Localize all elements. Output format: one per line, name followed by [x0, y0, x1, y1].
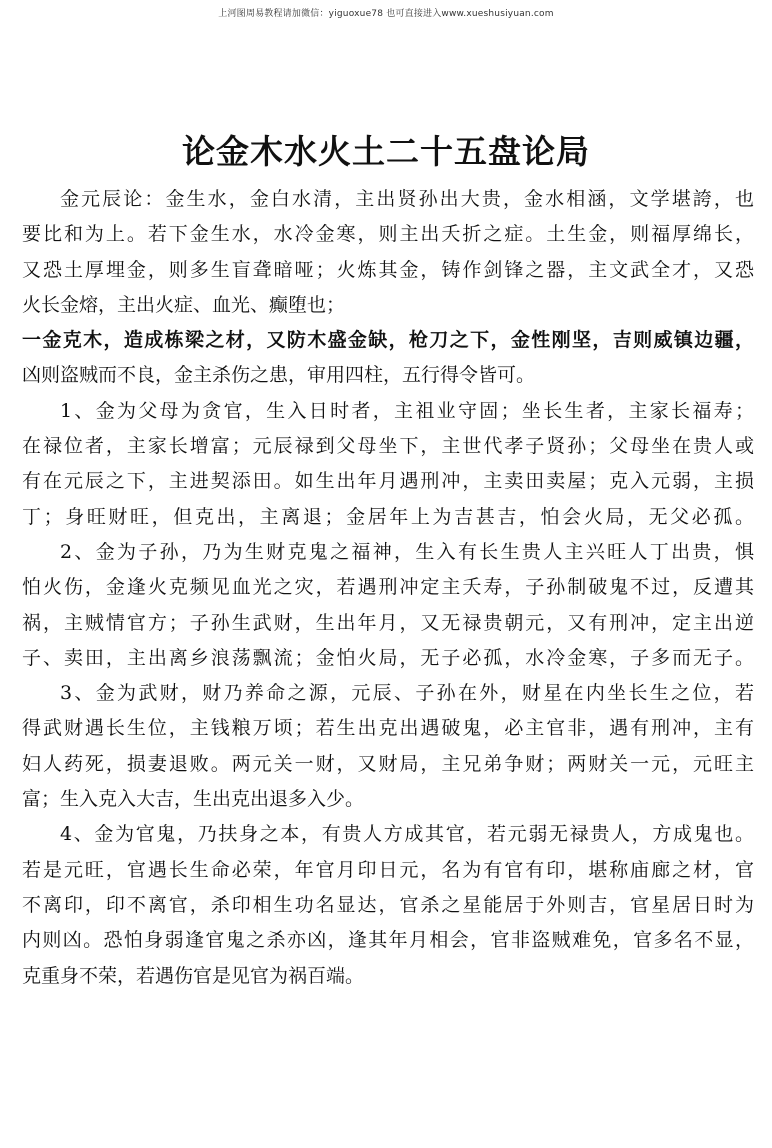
text-line: 在禄位者，主家长增富；元辰禄到父母坐下，主世代孝子贤孙；父母坐在贵人或: [22, 435, 754, 458]
text-line: 得武财遇长生位，主钱粮万顷；若生出克出遇破鬼，必主官非，遇有刑冲，主有: [22, 717, 754, 740]
document-body: [22, 182, 754, 994]
text-line: 怕火伤，金逢火克频见血光之灾，若遇刑冲定主夭寿，子孙制破鬼不过，反遭其: [22, 576, 754, 599]
text-line: 1、金为父母为贪官，生入日时者，主祖业守固；坐长生者，主家长福寿；: [60, 399, 754, 422]
text-line: 2、金为子孙，乃为生财克鬼之福神，生入有长生贵人主兴旺人丁出贵，惧: [60, 540, 754, 563]
text-line: 祸，主贼情官方；子孙生武财，生出年月，又无禄贵朝元，又有刑冲，定主出逆: [22, 611, 754, 634]
text-line: 丁；身旺财旺，但克出，主离退；金居年上为吉甚吉，怕会火局，无父必孤。: [22, 505, 754, 528]
text-line: 妇人药死，损妻退败。两元关一财，又财局，主兄弟争财；两财关一元，元旺主: [22, 752, 754, 775]
text-line: 若是元旺，官遇长生命必荣，年官月印日元，名为有官有印，堪称庙廊之材，官: [22, 858, 754, 881]
text-line: 又恐土厚埋金，则多生盲聋暗哑；火炼其金，铸作剑锋之器，主文武全才，又恐: [22, 258, 754, 281]
text-line: 一金克木，造成栋梁之材，又防木盛金缺，枪刀之下，金性刚坚，吉则威镇边疆，: [22, 329, 754, 352]
text-line: 火长金熔，主出火症、血光、癫堕也；: [22, 293, 346, 316]
text-line: 3、金为武财，财乃养命之源，元辰、子孙在外，财星在内坐长生之位，若: [60, 682, 754, 705]
text-line: 子、卖田，主出离乡浪荡飘流；金怕火局，无子必孤，水冷金寒，子多而无子。: [22, 646, 754, 669]
text-line: 富；生入克入大吉，生出克出退多入少。: [22, 788, 365, 811]
text-line: 克重身不荣，若遇伤官是见官为祸百端。: [22, 964, 365, 987]
text-line: 有在元辰之下，主进契添田。如生出年月遇刑冲，主卖田卖屋；克入元弱，主损: [22, 470, 754, 493]
text-line: 要比和为上。若下金生水，水冷金寒，则主出夭折之症。土生金，则福厚绵长，: [22, 223, 754, 246]
text-line: 内则凶。恐怕身弱逢官鬼之杀亦凶，逢其年月相会，官非盗贼难免，官多名不显，: [22, 929, 754, 952]
text-line: 金元辰论：金生水，金白水清，主出贤孙出大贵，金水相涵，文学堪誇，也: [60, 188, 754, 210]
text-line: 凶则盗贼而不良，金主杀伤之患，审用四柱，五行得令皆可。: [22, 364, 536, 387]
text-line: 4、金为官鬼，乃扶身之本，有贵人方成其官，若元弱无禄贵人，方成鬼也。: [60, 823, 754, 846]
text-line: 不离印，印不离官，杀印相生功名显达，官杀之星能居于外则吉，官星居日时为: [22, 893, 754, 916]
watermark-text: 上河图周易教程请加微信：yiguoxue78 也可直接进入www.xueshusiyuan.com: [218, 9, 554, 19]
page-title: 论金木水火土二十五盘论局: [182, 132, 590, 171]
